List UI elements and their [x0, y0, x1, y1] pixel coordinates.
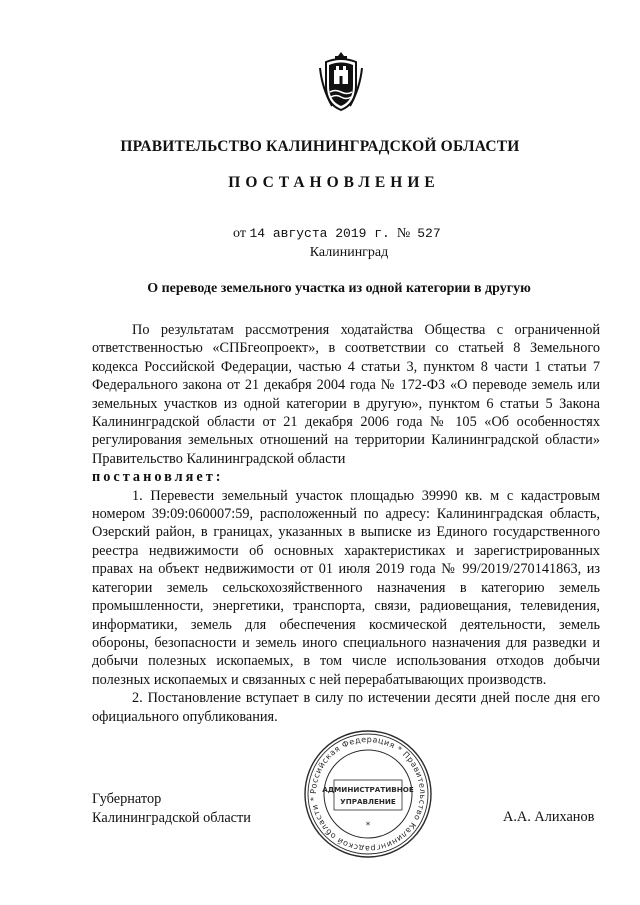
preamble-paragraph: По результатам рассмотрения ходатайства Общества с ограниченной ответственностью «СПБгеопроект», в соответствии со статьей 8 Земельного кодекса Российской Федерации, частью 4 статьи 3, пунктом 8 части 1 статьи 7 Федерального закона от 21 декабря 2004 года № 172-ФЗ «О переводе земель или земельных участков из одной категории в другую», пунктом 6 статьи 5 Закона Калининградской области от 21 декабря 2006 года № 105 «Об особенностях регулирования земельных отношений на территории Калининградской области» Правительство Калининградской области	[92, 322, 600, 467]
official-seal-stamp	[302, 728, 434, 860]
signer-title-line1: Губернатор	[92, 791, 162, 807]
signer-name: А.А. Алиханов	[503, 809, 595, 825]
document-date: 14 августа 2019 г.	[249, 226, 390, 241]
document-number: 527	[417, 226, 441, 241]
document-subject: О переводе земельного участка из одной категории в другую	[147, 281, 531, 296]
clause-1: 1. Перевести земельный участок площадью 39990 кв. м с кадастровым номером 39:09:060007:59, расположенный по адресу: Калининградская область, Озерский район, в границах, указанных в выписке из Единого государственного реестра недвижимости об основных характеристиках и зарегистрированных правах на объект недвижимости от 01 июля 2019 года № 99/2019/270141863, из категории земель сельскохозяйственного назначения в категорию земель промышленности, энергетики, транспорта, связи, радиовещания, телевидения, информатики, земель для обеспечения космической деятельности, земель обороны, безопасности и земель иного специального назначения для разведки и добычи полезных ископаемых, в том числе использования отходов добычи полезных ископаемых и связанных с ней перерабатывающих производств.	[92, 487, 600, 688]
date-line	[233, 226, 441, 242]
government-title: ПРАВИТЕЛЬСТВО КАЛИНИНГРАДСКОЙ ОБЛАСТИ	[120, 138, 520, 155]
stamp-ring-text: Российская Федерация * Правительство Калининградской области *	[308, 734, 428, 854]
document-body	[92, 321, 600, 726]
stamp-inner-line2: УПРАВЛЕНИЕ	[340, 797, 396, 806]
coat-of-arms-emblem	[318, 48, 364, 114]
stamp-inner-line1: АДМИНИСТРАТИВНОЕ	[322, 785, 414, 794]
clause-2: 2. Постановление вступает в силу по истечении десяти дней после дня его официального опубликования.	[92, 690, 600, 725]
signer-title	[92, 790, 251, 828]
number-sign: №	[396, 226, 411, 241]
document-type: ПОСТАНОВЛЕНИЕ	[228, 174, 440, 191]
stamp-star: *	[365, 821, 371, 831]
resolves-keyword: постановляет:	[92, 469, 224, 486]
signer-title-line2: Калининградской области	[92, 810, 251, 826]
city: Калининград	[309, 245, 389, 260]
date-prefix: от	[233, 226, 246, 241]
